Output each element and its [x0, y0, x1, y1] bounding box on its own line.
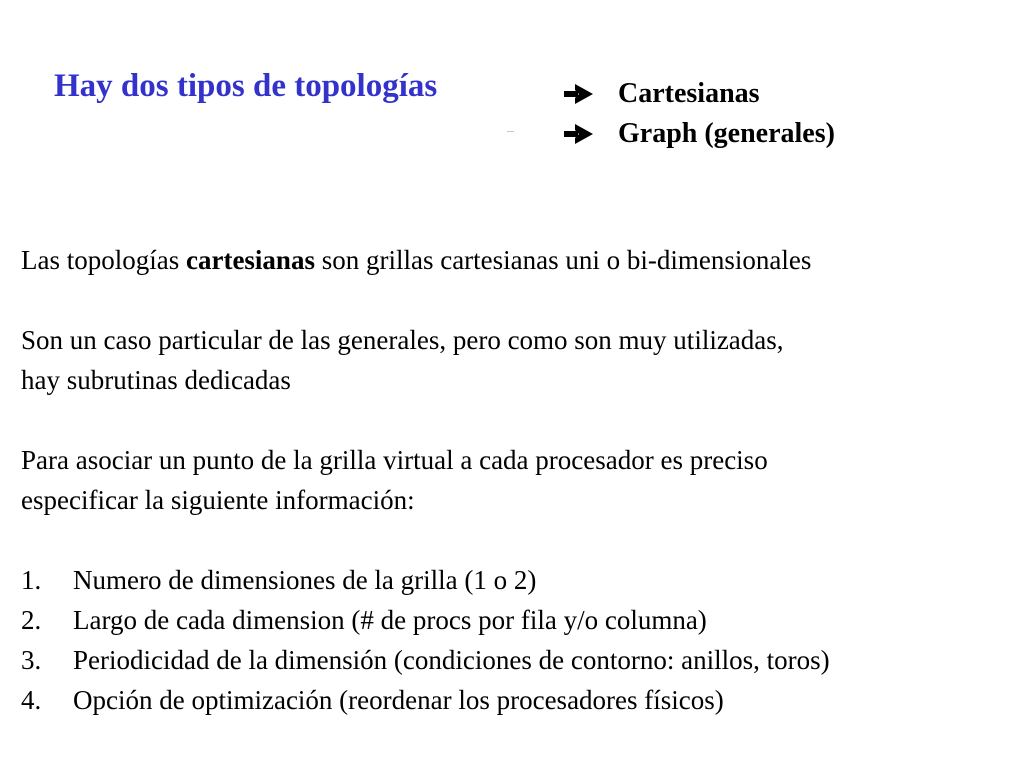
text-segment: Las topologías	[21, 245, 186, 275]
list-item	[21, 680, 1021, 720]
text-segment: son grillas cartesianas uni o bi-dimensionales	[314, 245, 812, 275]
text-line: Para asociar un punto de la grilla virtual a cada procesador es preciso	[21, 445, 768, 475]
list-number: 4.	[21, 685, 42, 715]
body-text	[21, 240, 1021, 720]
right-arrow-icon	[564, 83, 594, 105]
list-item-text: Opción de optimización (reordenar los procesadores físicos)	[73, 685, 724, 715]
slide-heading: Hay dos tipos de topologías	[54, 68, 438, 104]
paragraph-cartesian-definition	[21, 240, 1021, 280]
text-line: Son un caso particular de las generales, pero como son muy utilizadas,	[21, 325, 784, 355]
topology-type-item	[564, 114, 835, 154]
topology-types-list	[564, 74, 835, 154]
list-item	[21, 640, 1021, 680]
list-item-text: Numero de dimensiones de la grilla (1 o 2)	[73, 565, 537, 595]
list-number: 3.	[21, 645, 42, 675]
decorative-dash	[507, 131, 514, 132]
list-number: 1.	[21, 565, 42, 595]
topology-type-item	[564, 74, 835, 114]
text-line: especificar la siguiente información:	[21, 485, 415, 515]
topology-type-label: Graph (generales)	[618, 118, 835, 149]
bold-term: cartesianas	[185, 245, 315, 275]
list-number: 2.	[21, 605, 42, 635]
topology-type-label: Cartesianas	[618, 78, 760, 109]
list-item-text: Periodicidad de la dimensión (condiciones de contorno: anillos, toros)	[73, 645, 830, 675]
list-item	[21, 600, 1021, 640]
required-info-list	[21, 560, 1021, 720]
text-line: hay subrutinas dedicadas	[21, 365, 291, 395]
paragraph-grid-association	[21, 440, 1021, 520]
right-arrow-icon	[564, 123, 594, 145]
list-item	[21, 560, 1021, 600]
list-item-text: Largo de cada dimension (# de procs por fila y/o columna)	[73, 605, 707, 635]
paragraph-particular-case	[21, 320, 1021, 400]
